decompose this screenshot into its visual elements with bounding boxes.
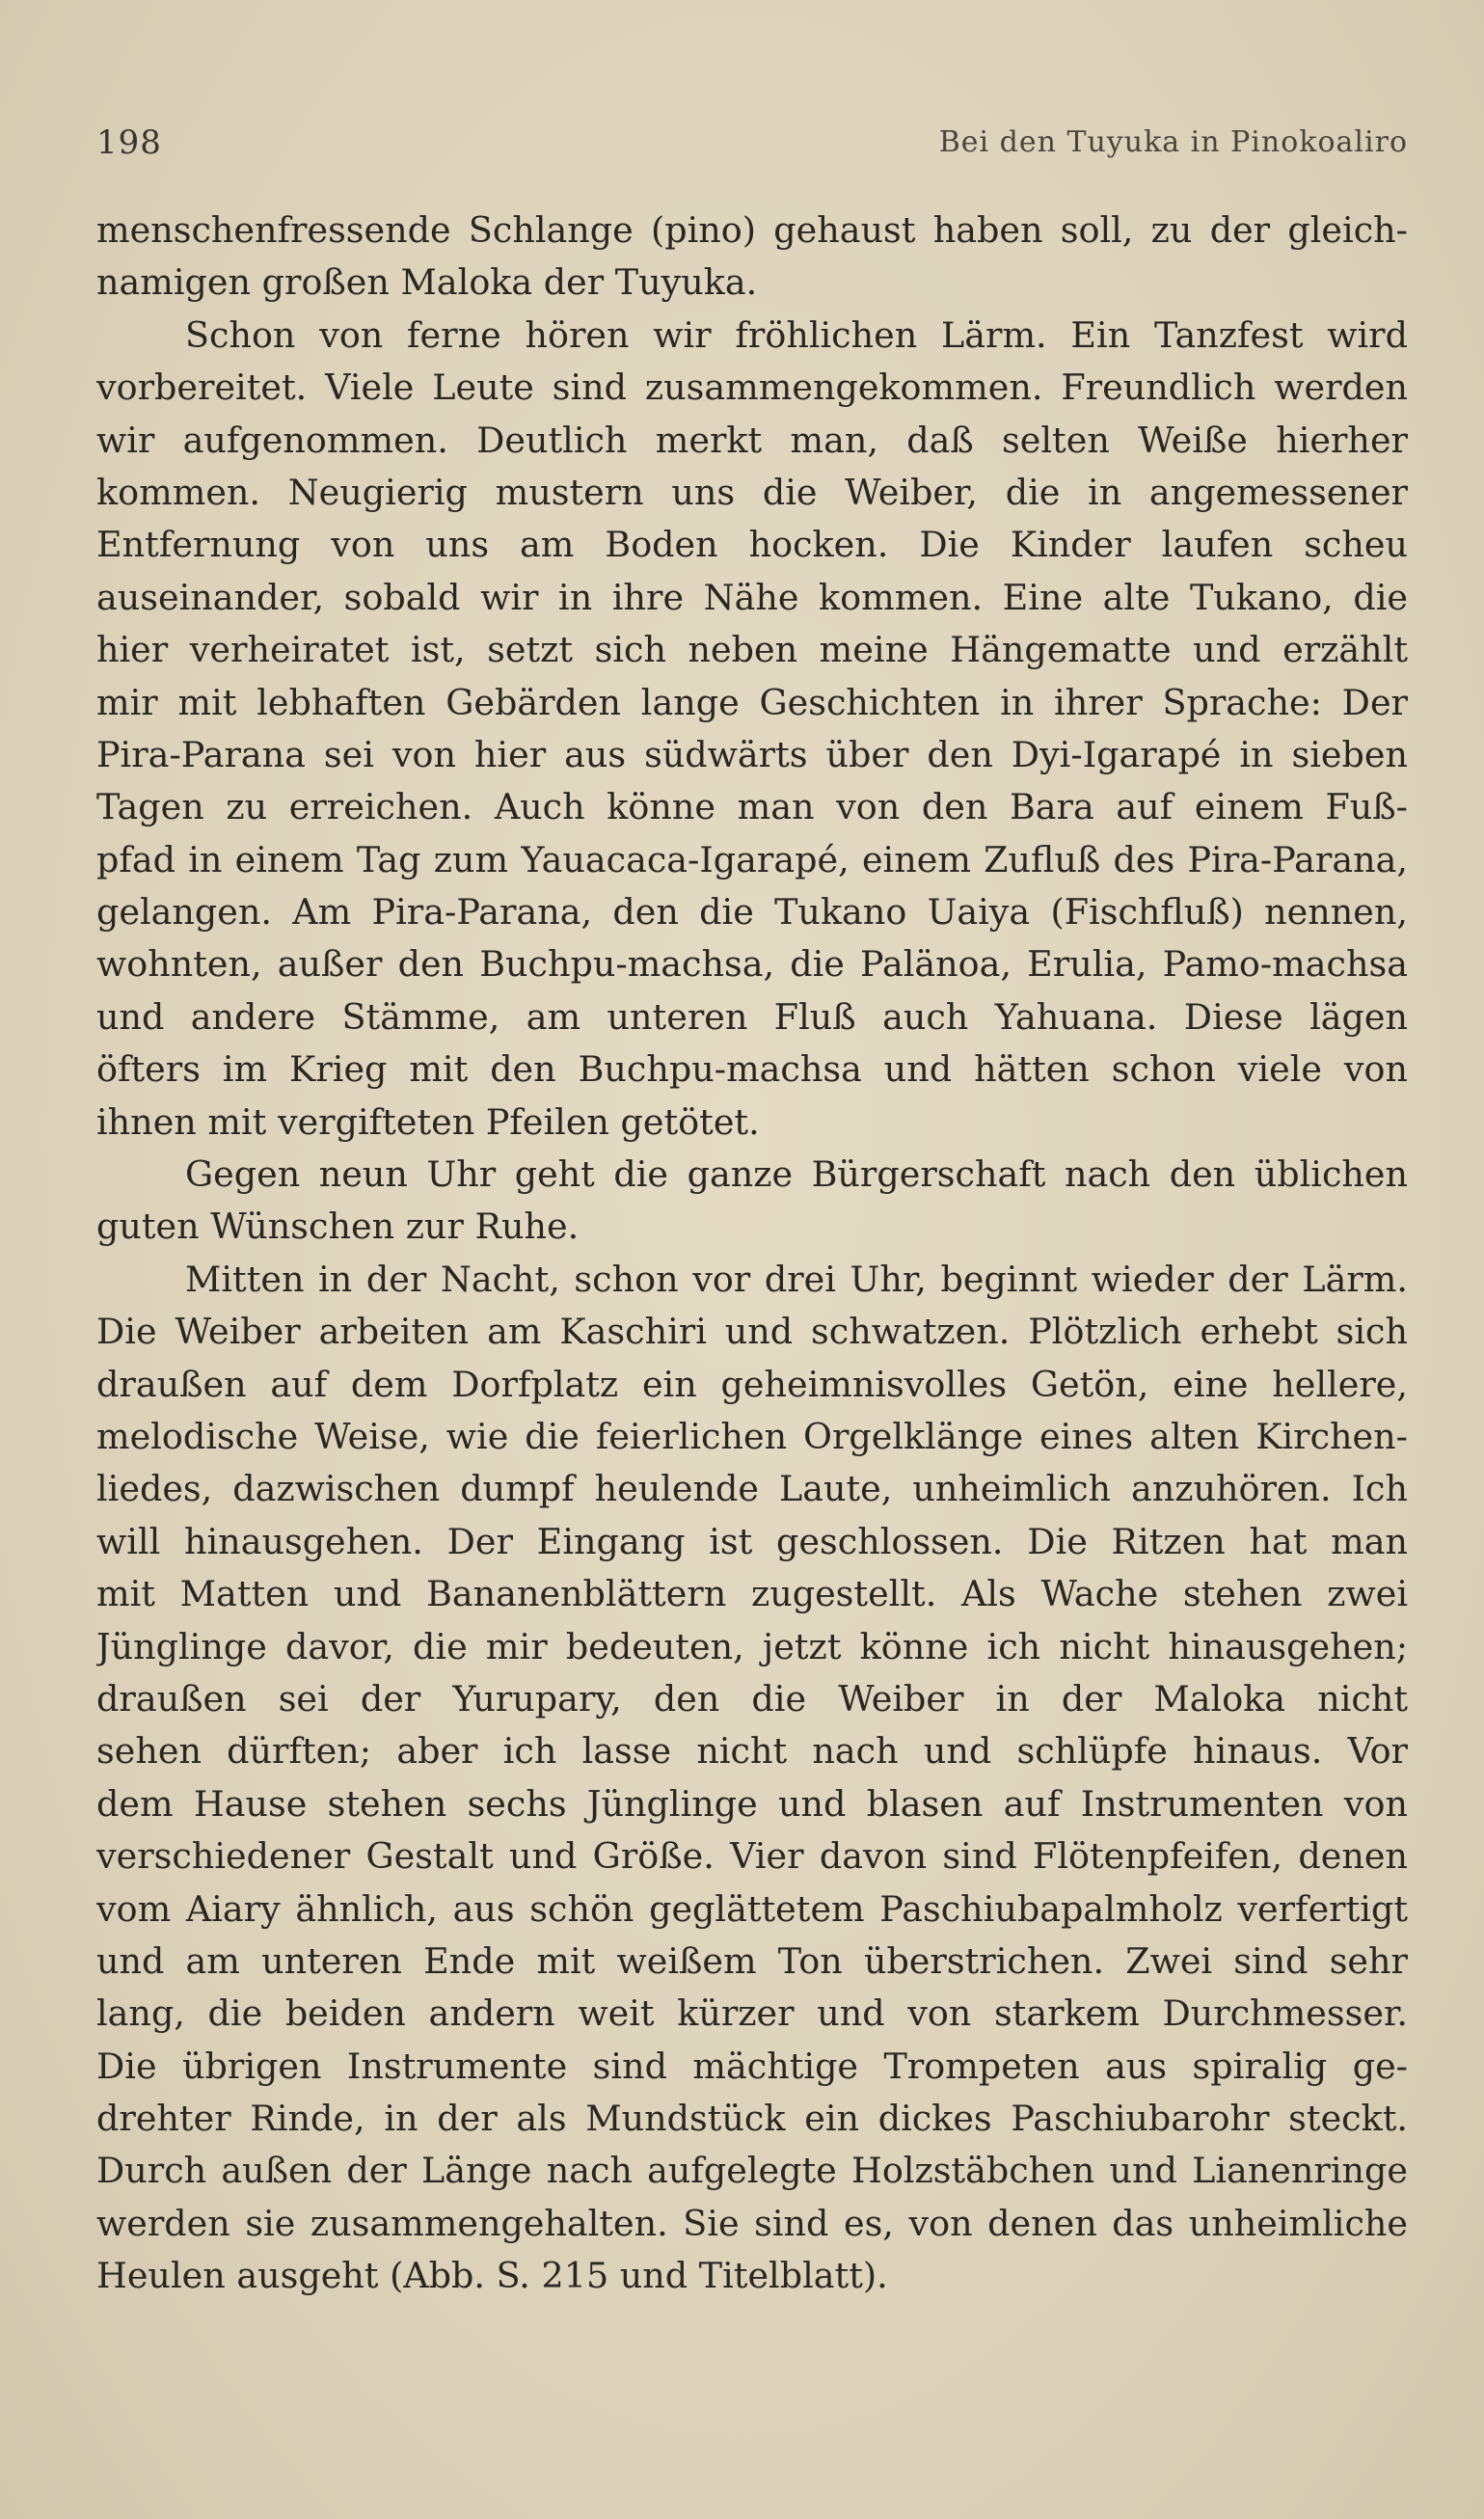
paragraph (96, 204, 1408, 310)
text-line: lang, die beiden andern weit kürzer und von starkem Durchmesser. (96, 1992, 1408, 2035)
text-line: wohnten, außer den Buchpu-machsa, die Palänoa, Erulia, Pamo-machsa (96, 943, 1408, 986)
page-header (96, 123, 1408, 166)
text-line: ihnen mit vergifteten Pfeilen getötet. (96, 1100, 760, 1143)
text-line: pfad in einem Tag zum Yauacaca-Igarapé, einem Zufluß des Pira-Parana, (96, 838, 1408, 880)
running-head: Bei den Tuyuka in Pinokoaliro (938, 125, 1408, 159)
text-line: drehter Rinde, in der als Mundstück ein dickes Paschiubarohr steckt. (96, 2098, 1408, 2140)
text-line: will hinausgehen. Der Eingang ist geschlossen. Die Ritzen hat man (96, 1520, 1408, 1562)
text-line: Durch außen der Länge nach aufgelegte Holzstäbchen und Lianenringe (96, 2150, 1408, 2192)
text-line: Die Weiber arbeiten am Kaschiri und schwatzen. Plötzlich erhebt sich (96, 1311, 1408, 1353)
text-line: wir aufgenommen. Deutlich merkt man, daß selten Weiße hierher (96, 419, 1408, 461)
text-line: öfters im Krieg mit den Buchpu-machsa und hätten schon viele von (96, 1048, 1408, 1091)
text-line: Mitten in der Nacht, schon vor drei Uhr, beginnt wieder der Lärm. (185, 1258, 1408, 1300)
text-line: Jünglinge davor, die mir bedeuten, jetzt könne ich nicht hinausgehen; (96, 1625, 1408, 1667)
text-line: mir mit lebhaften Gebärden lange Geschichten in ihrer Sprache: Der (96, 681, 1408, 723)
paragraph (96, 1254, 1408, 2303)
text-line: auseinander, sobald wir in ihre Nähe kommen. Eine alte Tukano, die (96, 576, 1408, 618)
text-line: Entfernung von uns am Boden hocken. Die Kinder laufen scheu (96, 524, 1408, 566)
text-line: dem Hause stehen sechs Jünglinge und blasen auf Instrumenten von (96, 1782, 1408, 1825)
text-line: guten Wünschen zur Ruhe. (96, 1205, 580, 1248)
text-line: draußen sei der Yurupary, den die Weiber in der Maloka nicht (96, 1677, 1408, 1720)
text-line: Pira-Parana sei von hier aus südwärts über den Dyi-Igarapé in sieben (96, 733, 1408, 775)
text-line: werden sie zusammengehalten. Sie sind es, von denen das unheimliche (96, 2202, 1408, 2244)
text-line: sehen dürften; aber ich lasse nicht nach und schlüpfe hinaus. Vor (96, 1730, 1408, 1773)
text-line: Schon von ferne hören wir fröhlichen Lärm. Ein Tanzfest wird (185, 313, 1408, 356)
text-line: liedes, dazwischen dumpf heulende Laute, unheimlich anzuhören. Ich (96, 1468, 1408, 1510)
text-line: und am unteren Ende mit weißem Ton überstrichen. Zwei sind sehr (96, 1939, 1408, 1982)
text-line: Gegen neun Uhr geht die ganze Bürgerschaft nach den üblichen (185, 1153, 1408, 1196)
text-line: gelangen. Am Pira-Parana, den die Tukano Uaiya (Fischfluß) nennen, (96, 891, 1408, 934)
page-number: 198 (96, 123, 162, 162)
text-line: menschenfressende Schlange (pino) gehaust haben soll, zu der gleich- (96, 209, 1408, 251)
text-line: Tagen zu erreichen. Auch könne man von den Bara auf einem Fuß- (96, 786, 1408, 828)
text-line: verschiedener Gestalt und Größe. Vier davon sind Flötenpfeifen, denen (96, 1835, 1408, 1878)
text-line: hier verheiratet ist, setzt sich neben meine Hängematte und erzählt (96, 629, 1408, 671)
text-line: vorbereitet. Viele Leute sind zusammengekommen. Freundlich werden (96, 366, 1408, 409)
text-line: kommen. Neugierig mustern uns die Weiber, die in angemessener (96, 471, 1408, 513)
text-line: melodische Weise, wie die feierlichen Orgelklänge eines alten Kirchen- (96, 1415, 1408, 1457)
paragraph (96, 310, 1408, 1149)
body-text (96, 204, 1408, 2303)
text-line: und andere Stämme, am unteren Fluß auch Yahuana. Diese lägen (96, 995, 1408, 1038)
text-line: Heulen ausgeht (Abb. S. 215 und Titelblatt). (96, 2255, 888, 2297)
text-line: Die übrigen Instrumente sind mächtige Trompeten aus spiralig ge- (96, 2045, 1408, 2087)
text-line: mit Matten und Bananenblättern zugestellt. Als Wache stehen zwei (96, 1573, 1408, 1615)
text-line: draußen auf dem Dorfplatz ein geheimnisvolles Getön, eine hellere, (96, 1363, 1408, 1405)
paragraph (96, 1149, 1408, 1254)
text-line: namigen großen Maloka der Tuyuka. (96, 261, 758, 304)
text-line: vom Aiary ähnlich, aus schön geglättetem Paschiubapalmholz verfertigt (96, 1887, 1408, 1930)
